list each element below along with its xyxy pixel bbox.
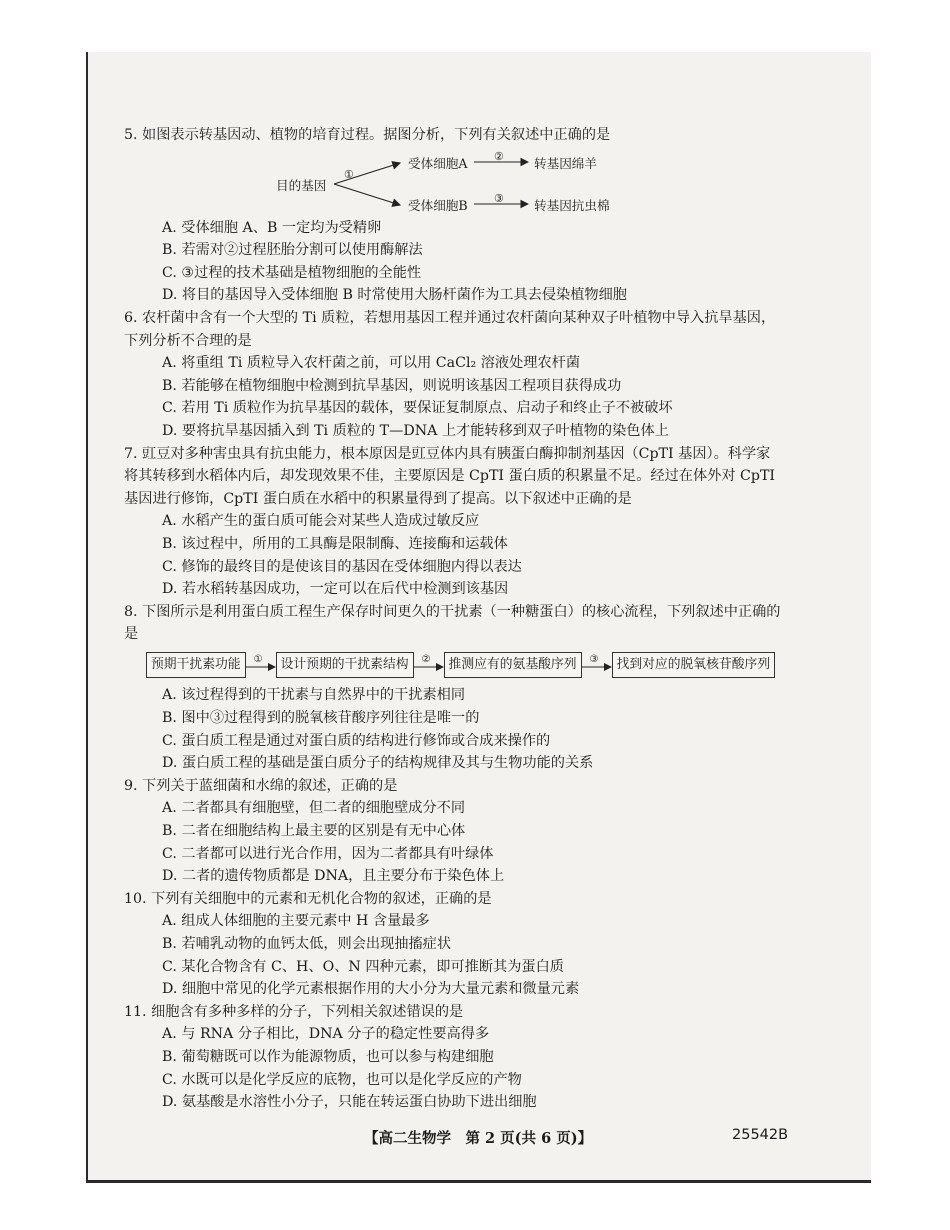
exam-page-content: [124, 124, 782, 1114]
question-8-stem: 8. 下图所示是利用蛋白质工程生产保存时间更久的干扰素（一种糖蛋白）的核心流程，下列叙述中正确的是: [124, 603, 781, 643]
question-10-option-a: A. 组成人体细胞的主要元素中 H 含量最多: [162, 913, 430, 930]
question-11: [124, 1001, 782, 1114]
diagram-arrows: [132, 151, 552, 213]
cell-a-label: 受体细胞A: [408, 155, 468, 171]
arrow-to-cell-b: [334, 184, 400, 205]
footer-exam-code: 25542B: [732, 1127, 789, 1143]
question-6-option-a: A. 将重组 Ti 质粒导入农杆菌之前，可以用 CaCl₂ 溶液处理农杆菌: [162, 355, 581, 372]
step-2-label: ②: [494, 149, 504, 163]
question-11-option-a: A. 与 RNA 分子相比，DNA 分子的稳定性要高得多: [162, 1026, 490, 1043]
question-9-stem: 9. 下列关于蓝细菌和水绵的叙述，正确的是: [124, 777, 398, 794]
question-10-stem: 10. 下列有关细胞中的元素和无机化合物的叙述，正确的是: [124, 890, 492, 907]
step-1-label: ①: [344, 167, 354, 181]
question-6-option-b: B. 若能够在植物细胞中检测到抗旱基因，则说明该基因工程项目获得成功: [162, 377, 622, 394]
question-11-option-c: C. 水既可以是化学反应的底物，也可以是化学反应的产物: [162, 1071, 522, 1088]
question-11-stem: 11. 细胞含有多种多样的分子，下列相关叙述错误的是: [124, 1003, 464, 1020]
question-7-option-c: C. 修饰的最终目的是使该目的基因在受体细胞内得以表达: [162, 558, 522, 575]
question-9: [124, 775, 782, 888]
question-8-option-b: B. 图中③过程得到的脱氧核苷酸序列往往是唯一的: [162, 710, 480, 727]
question-10-option-c: C. 某化合物含有 C、H、O、N 四种元素，即可推断其为蛋白质: [162, 958, 564, 975]
flow-box-2: 设计预期的干扰素结构: [276, 652, 414, 679]
transgenic-diagram: [132, 151, 782, 213]
question-9-option-b: B. 二者在细胞结构上最主要的区别是有无中心体: [162, 823, 466, 840]
question-9-option-c: C. 二者都可以进行光合作用，因为二者都具有叶绿体: [162, 845, 494, 862]
question-7-stem: 7. 豇豆对多种害虫具有抗虫能力，根本原因是豇豆体内具有胰蛋白酶抑制剂基因（CpTI 基因）。科学家将其转移到水稻体内后，却发现效果不佳，主要原因是 CpTI 蛋白质的积累量不足。经过在体外对 CpTI 基因进行修饰，CpTI 蛋白质在水稻中的积累量得到了提高。以下叙述中正确的是: [124, 445, 776, 507]
flow-arrow-1: [246, 654, 276, 673]
question-10: [124, 888, 782, 1001]
question-11-option-d: D. 氨基酸是水溶性小分子，只能在转运蛋白协助下进出细胞: [162, 1094, 537, 1111]
question-11-option-b: B. 葡萄糖既可以作为能源物质，也可以参与构建细胞: [162, 1048, 494, 1065]
question-9-option-a: A. 二者都具有细胞壁，但二者的细胞壁成分不同: [162, 800, 466, 817]
question-9-option-d: D. 二者的遗传物质都是 DNA，且主要分布于染色体上: [162, 868, 505, 885]
protein-engineering-flowchart: [146, 652, 782, 679]
flow-arrow-2: [414, 654, 444, 673]
question-7: [124, 443, 782, 601]
result-a-label: 转基因绵羊: [534, 155, 597, 171]
question-8-option-c: C. 蛋白质工程是通过对蛋白质的结构进行修饰或合成来操作的: [162, 732, 551, 749]
question-8-option-a: A. 该过程得到的干扰素与自然界中的干扰素相同: [162, 687, 466, 704]
flow-box-4: 找到对应的脱氧核苷酸序列: [612, 652, 776, 679]
question-8-option-d: D. 蛋白质工程的基础是蛋白质分子的结构规律及其与生物功能的关系: [162, 755, 594, 772]
question-5-stem: 5. 如图表示转基因动、植物的培育过程。据图分析，下列有关叙述中正确的是: [124, 127, 611, 143]
question-6-option-d: D. 要将抗旱基因插入到 Ti 质粒的 T—DNA 上才能转移到双子叶植物的染色体上: [162, 422, 669, 439]
question-7-option-d: D. 若水稻转基因成功，一定可以在后代中检测到该基因: [162, 581, 509, 598]
cell-b-label: 受体细胞B: [408, 197, 468, 213]
question-5-option-d: D. 将目的基因导入受体细胞 B 时常使用大肠杆菌作为工具去侵染植物细胞: [162, 287, 627, 304]
flow-step-2: ②: [421, 654, 431, 666]
question-5-option-b: B. 若需对②过程胚胎分割可以使用酶解法: [162, 242, 423, 259]
flow-step-3: ③: [589, 654, 599, 666]
footer-page-label: 【高二生物学 第 2 页(共 6 页)】: [364, 1130, 593, 1147]
question-10-option-b: B. 若哺乳动物的血钙太低，则会出现抽搐症状: [162, 936, 452, 952]
question-5-option-c: C. ③过程的技术基础是植物细胞的全能性: [162, 264, 422, 281]
flow-box-3: 推测应有的氨基酸序列: [444, 652, 582, 679]
question-8: [124, 601, 782, 775]
question-7-option-a: A. 水稻产生的蛋白质可能会对某些人造成过敏反应: [162, 513, 480, 530]
result-b-label: 转基因抗虫棉: [534, 197, 610, 213]
question-6-stem: 6. 农杆菌中含有一个大型的 Ti 质粒，若想用基因工程并通过农杆菌向某种双子叶植物中导入抗旱基因，下列分析不合理的是: [124, 309, 776, 349]
target-gene-label: 目的基因: [276, 177, 327, 193]
flow-arrow-3: [582, 654, 612, 673]
question-5-option-a: A. 受体细胞 A、B 一定均为受精卵: [162, 219, 382, 236]
question-5: [124, 124, 782, 307]
question-6-option-c: C. 若用 Ti 质粒作为抗旱基因的载体，要保证复制原点、启动子和终止子不被破坏: [162, 400, 673, 417]
question-6: [124, 307, 782, 443]
step-3-label: ③: [494, 191, 504, 205]
question-7-option-b: B. 该过程中，所用的工具酶是限制酶、连接酶和运载体: [162, 535, 508, 552]
flow-step-1: ①: [253, 654, 263, 666]
question-10-option-d: D. 细胞中常见的化学元素根据作用的大小分为大量元素和微量元素: [162, 981, 580, 998]
flow-box-1: 预期干扰素功能: [146, 652, 246, 679]
